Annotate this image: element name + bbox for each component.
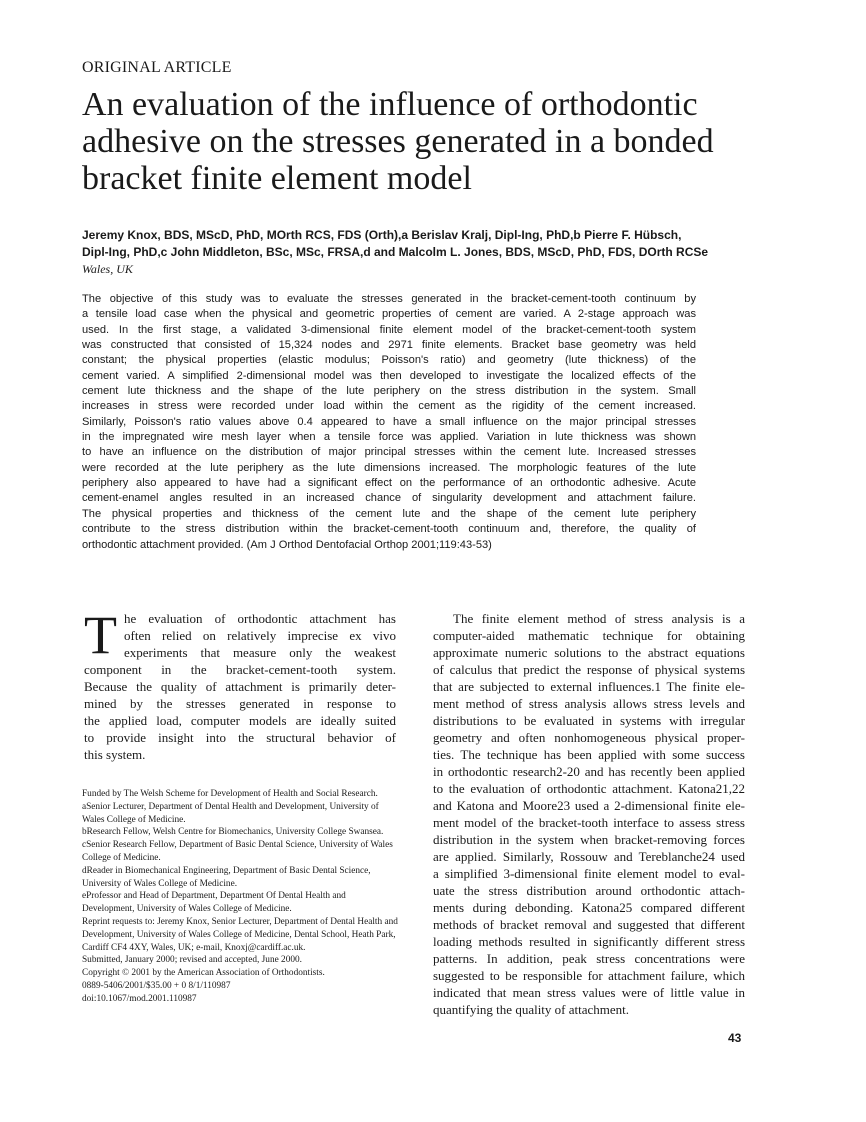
abstract-line: contribute to the stress distribution within the bracket-cement-tooth continuum and, therefore, the quality of [82, 523, 696, 536]
body-line: indicated that mean stress values were of little value in [433, 985, 745, 1000]
body-line: The finite element method of stress analysis is a [453, 611, 745, 626]
body-line: geometry and often nonhomogeneous physical proper- [433, 730, 745, 745]
body-line: and Katona and Moore23 used a 2-dimensional finite ele- [433, 798, 745, 813]
body-line: methods of bracket removal and suggested that different [433, 917, 745, 932]
affiliation: Wales, UK [82, 262, 133, 276]
body-line: that are subjected to external influences.1 The finite ele- [433, 679, 745, 694]
body-left-column [84, 605, 396, 763]
body-line: ment model of the bracket-tooth interface to assess stress [433, 815, 745, 830]
abstract-line: Similarly, Poisson's ratio values above 0.4 appeared to have a small influence on the major principal stresses [82, 415, 696, 428]
body-line: computer-aided mathematic technique for obtaining [433, 628, 745, 643]
body-line: loading methods resulted in significantly different stress [433, 934, 745, 949]
body-line: mined by the stresses generated in response to [84, 696, 396, 711]
abstract-line: used. In the first stage, a validated 3-dimensional finite element model of the bracket-cement-tooth system [82, 323, 696, 336]
abstract-line: was constructed that consisted of 15,324 nodes and 2971 finite elements. Bracket base geometry was held [82, 339, 696, 352]
abstract-line: constant; the physical properties (elastic modulus; Poisson's ratio) and geometry (lute thickness) of the [82, 354, 696, 367]
footnote-submitted: Submitted, January 2000; revised and accepted, June 2000. [82, 955, 302, 966]
body-line: this system. [84, 747, 146, 762]
body-line: to the evaluation of orthodontic attachment. Katona21,22 [433, 781, 745, 796]
body-line: component in the bracket-cement-tooth system. [84, 662, 396, 677]
body-line: ment method of stress analysis allows stress levels and [433, 696, 745, 711]
body-line: ties. The technique has been applied with some success [433, 747, 745, 762]
body-line: the applied load, computer models are ideally suited [84, 713, 396, 728]
body-line: uate the stress distribution around orthodontic attach- [433, 883, 745, 898]
title-line: An evaluation of the influence of orthodontic [82, 86, 698, 123]
abstract [82, 292, 696, 553]
abstract-line: were recorded at the lute periphery as the lute dimensions increased. The morphologic features of the lute [82, 461, 696, 474]
author-line: Dipl-Ing, PhD,c John Middleton, BSc, MSc, FRSA,d and Malcolm L. Jones, BDS, MScD, PhD, FDS, DOrth RCSe [82, 245, 709, 259]
body-line: ments during debonding. Katona25 compared different [433, 900, 745, 915]
body-line: a simplified 3-dimensional finite element model to eval- [433, 866, 745, 881]
body-line: quantifying the quality of attachment. [433, 1002, 630, 1017]
abstract-line: The objective of this study was to evaluate the stresses generated in the bracket-cement-tooth continuum by [82, 293, 696, 305]
body-line: Because the quality of attachment is primarily deter- [84, 679, 396, 694]
abstract-line: orthodontic attachment provided. (Am J Orthod Dentofacial Orthop 2001;119:43-53) [82, 538, 492, 551]
abstract-line: cement-enamel angles resulted in an increased chance of singularity development and attachment failure. [82, 492, 696, 505]
drop-cap: T [84, 605, 117, 665]
footnote-affiliation-b: bResearch Fellow, Welsh Centre for Biomechanics, University College Swansea. [82, 827, 384, 838]
abstract-line: in the impregnated wire mesh layer when a tensile force was applied. Variation in lute thickness was shown [82, 431, 696, 444]
body-line: patterns. In addition, peak stress concentrations were [433, 951, 745, 966]
footnote-reprint: Reprint requests to: Jeremy Knox, Senior Lecturer, Department of Dental Health and Development, University of Wales College of Medicine, Dental School, Heath Park, Cardiff CF4 4XY, Wales, UK; e-mail, Knoxj@cardiff.ac.uk. [82, 916, 398, 953]
body-line: to provide insight into the structural behavior of [84, 730, 396, 745]
body-line: distribution in the system when bracket-removing forces [433, 832, 745, 847]
title-line: bracket finite element model [82, 160, 472, 197]
author-line: Jeremy Knox, BDS, MScD, PhD, MOrth RCS, FDS (Orth),a Berislav Kralj, Dipl-Ing, PhD,b Pierre F. Hübsch, [82, 228, 682, 242]
body-line: suggested to be responsible for attachment failure, which [433, 968, 745, 983]
footnotes [82, 788, 398, 1006]
abstract-line: cement lute thickness and the shape of the lute periphery on the stress distribution in the system. Small [82, 385, 696, 398]
body-line: of calculus that predict the response of physical systems [433, 662, 745, 677]
body-right-column [433, 610, 745, 1018]
footnote-affiliation-d: dReader in Biomechanical Engineering, Department of Basic Dental Science, University of Wales College of Medicine. [82, 865, 371, 889]
body-line: experiments that measure only the weakest [124, 645, 396, 660]
body-line: approximate numeric solutions to the abstract equations [433, 645, 745, 660]
title-line: adhesive on the stresses generated in a bonded [82, 123, 714, 160]
body-line: distributions to be evaluated in systems with irregular [433, 713, 745, 728]
footnote-copyright: Copyright © 2001 by the American Association of Orthodontists. [82, 968, 325, 979]
body-line: are applied. Similarly, Rossouw and Tereblanche24 used [433, 849, 745, 864]
abstract-line: increases in stress were recorded under load within the cement as the rigidity of the cement increased. [82, 400, 696, 413]
body-line: in orthodontic research2-20 and has recently been applied [433, 764, 745, 779]
abstract-line: to have an influence on the distribution of major principal stresses within the cement lute. Increased stresses [82, 446, 696, 459]
footnote-affiliation-c: cSenior Research Fellow, Department of Basic Dental Science, University of Wales College of Medicine. [82, 840, 393, 863]
page-number: 43 [728, 1031, 742, 1045]
abstract-line: The physical properties and thickness of the cement lute and the shape of the cement lute periphery [82, 507, 696, 520]
footnote-affiliation-a: aSenior Lecturer, Department of Dental Health and Development, University of Wales College of Medicine. [82, 801, 379, 825]
body-line: he evaluation of orthodontic attachment has [124, 611, 396, 626]
author-list [82, 227, 782, 261]
abstract-line: periphery also appeared to have had a significant effect on the performance of an orthodontic adhesive. Acute [82, 477, 696, 490]
footnote-affiliation-e: eProfessor and Head of Department, Department Of Dental Health and Development, University of Wales College of Medicine. [82, 891, 346, 915]
article-title [82, 86, 782, 197]
footnote-doi: doi:10.1067/mod.2001.110987 [82, 993, 197, 1004]
body-line: often relied on relatively imprecise ex vivo [124, 628, 396, 643]
abstract-line: a tensile load case when the physical and geometric properties of cement are varied. A 2-stage approach was [82, 308, 696, 321]
footnote-issn: 0889-5406/2001/$35.00 + 0 8/1/110987 [82, 980, 231, 991]
footnote-funding: Funded by The Welsh Scheme for Development of Health and Social Research. [82, 789, 378, 799]
abstract-line: cement varied. A simplified 2-dimensional model was then developed to investigate the localized effects of the [82, 369, 696, 382]
section-label: ORIGINAL ARTICLE [82, 59, 232, 76]
